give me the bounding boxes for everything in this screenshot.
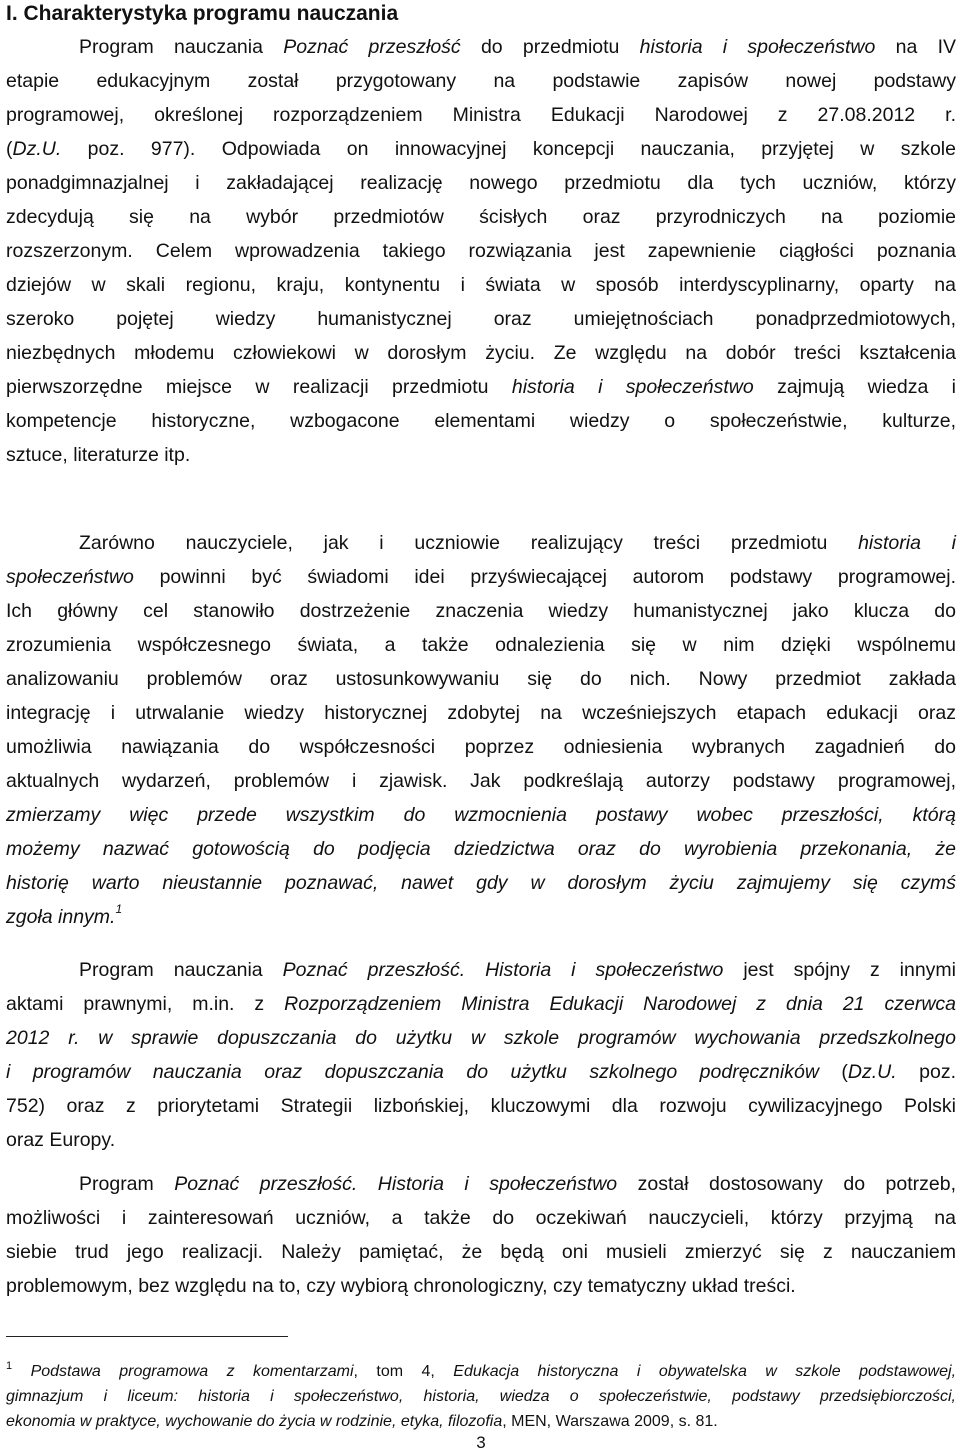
text-run: 752) oraz z priorytetami Strategii lizbońskiej, kluczowymi dla rozwoju cywilizacyjnego Polski xyxy=(6,1095,956,1117)
text-line xyxy=(6,987,956,1021)
text-line xyxy=(6,832,956,866)
italic-text: możemy nazwać gotowością do podjęcia dziedzictwa oraz do wyrobienia przekonania, że xyxy=(6,838,956,860)
italic-text: ekonomia w praktyce, wychowanie do życia w rodzinie, etyka, filozofia xyxy=(6,1413,503,1430)
italic-text: Edukacja historyczna i obywatelska w szkole podstawowej, xyxy=(453,1363,957,1380)
text-run: poz. 977). Odpowiada on innowacyjnej koncepcji nauczania, przyjętej w szkole xyxy=(61,138,956,160)
text-run: zdecydują się na wybór przedmiotów ścisłych oraz przyrodniczych na poziomie xyxy=(6,206,956,228)
italic-text: Dz.U. xyxy=(12,138,62,160)
text-run: analizowaniu problemów oraz ustosunkowywaniu się do nich. Nowy przedmiot zakłada xyxy=(6,668,956,690)
text-run: ponadgimnazjalnej i zakładającej realizację nowego przedmiotu dla tych uczniów, którzy xyxy=(6,172,956,194)
italic-text: zmierzamy więc przede wszystkim do wzmocnienia postawy wobec przeszłości, którą xyxy=(6,804,956,826)
text-line xyxy=(6,302,956,336)
text-run: sztuce, literaturze itp. xyxy=(6,444,191,466)
text-line xyxy=(6,370,956,404)
text-run: problemowym, bez względu na to, czy wybiorą chronologiczny, czy tematyczny układ treści. xyxy=(6,1275,796,1297)
text-run: na IV xyxy=(875,36,956,58)
text-run: do przedmiotu xyxy=(460,36,640,58)
text-run: , MEN, Warszawa 2009, s. 81. xyxy=(502,1413,718,1430)
text-run: Program nauczania xyxy=(79,959,283,981)
italic-text: Dz.U. xyxy=(847,1061,897,1083)
text-run: szeroko pojętej wiedzy humanistycznej oraz umiejętnościach ponadprzedmiotowych, xyxy=(6,308,956,330)
section-heading: I. Charakterystyka programu nauczania xyxy=(6,2,399,25)
text-line xyxy=(6,1201,956,1235)
text-run: został dostosowany do potrzeb, xyxy=(617,1173,956,1195)
text-line xyxy=(6,200,956,234)
text-run: niezbędnych młodemu człowiekowi w dorosłym życiu. Ze względu na dobór treści kształcenia xyxy=(6,342,956,364)
footnote-separator xyxy=(6,1336,288,1337)
text-run: umożliwia nawiązania do współczesności poprzez odniesienia wybranych zagadnień do xyxy=(6,736,956,758)
italic-text: Poznać przeszłość xyxy=(283,36,461,58)
footnote-marker: 1 xyxy=(6,1360,13,1372)
text-line xyxy=(6,132,956,166)
text-line xyxy=(6,900,956,934)
italic-text: gimnazjum i liceum: historia i społeczeństwo, historia, wiedza o społeczeństwie, podstawy przedsiębiorczości, xyxy=(6,1388,956,1405)
text-line xyxy=(6,438,956,472)
text-line xyxy=(6,1167,956,1201)
text-line xyxy=(6,1089,956,1123)
text-line xyxy=(6,1055,956,1089)
text-line xyxy=(6,1021,956,1055)
text-line xyxy=(6,560,956,594)
text-run: Program xyxy=(79,1173,175,1195)
text-run: rozszerzonym. Celem wprowadzenia takiego rozwiązania jest zapewnienie ciągłości poznania xyxy=(6,240,956,262)
text-line xyxy=(6,336,956,370)
italic-text: Podstawa programowa z komentarzami xyxy=(30,1363,354,1380)
text-line xyxy=(6,798,956,832)
text-run: zajmują wiedza i xyxy=(753,376,957,398)
footnote-marker: 1 xyxy=(115,902,123,916)
paragraph-2 xyxy=(6,526,956,934)
paragraph-3 xyxy=(6,953,956,1157)
text-run: , tom 4, xyxy=(353,1363,454,1380)
text-run xyxy=(12,1363,30,1380)
text-line xyxy=(6,628,956,662)
text-line xyxy=(6,1384,956,1409)
italic-text: społeczeństwo xyxy=(6,566,134,588)
text-line xyxy=(6,764,956,798)
text-run: powinni być świadomi idei przyświecającej autorom podstawy programowej. xyxy=(133,566,956,588)
text-line xyxy=(6,268,956,302)
text-run: możliwości i zainteresowań uczniów, a także do oczekiwań nauczycieli, którzy przyjmą na xyxy=(6,1207,956,1229)
italic-text: Poznać przeszłość. Historia i społeczeństwo xyxy=(282,959,724,981)
text-line xyxy=(6,64,956,98)
text-line xyxy=(6,98,956,132)
text-run: aktualnych wydarzeń, problemów i zjawisk. Jak podkreślają autorzy podstawy programowej, xyxy=(6,770,956,792)
text-run: siebie trud jego realizacji. Należy pamiętać, że będą oni musieli zmierzyć się z nauczaniem xyxy=(6,1241,956,1263)
text-run: dziejów w skali regionu, kraju, kontynentu i świata w sposób interdyscyplinarny, oparty na xyxy=(6,274,956,296)
text-run: poz. xyxy=(896,1061,956,1083)
text-line xyxy=(6,30,956,64)
text-line xyxy=(6,730,956,764)
footnote xyxy=(6,1359,956,1434)
text-run: Zarówno nauczyciele, jak i uczniowie realizujący treści przedmiotu xyxy=(79,532,859,554)
text-line xyxy=(6,594,956,628)
italic-text: historia i społeczeństwo xyxy=(639,36,876,58)
italic-text: zgoła innym. xyxy=(6,906,116,928)
text-line xyxy=(6,866,956,900)
text-run: integrację i utrwalanie wiedzy historycznej zdobytej na wcześniejszych etapach edukacji oraz xyxy=(6,702,956,724)
text-line xyxy=(6,166,956,200)
text-run: ( xyxy=(6,138,13,160)
paragraph-4 xyxy=(6,1167,956,1303)
text-run: Ich główny cel stanowiło dostrzeżenie znaczenia wiedzy humanistycznej jako klucza do xyxy=(6,600,956,622)
italic-text: 2012 r. w sprawie dopuszczania do użytku w szkole programów wychowania przedszkolnego xyxy=(6,1027,956,1049)
text-run: etapie edukacyjnym został przygotowany na podstawie zapisów nowej podstawy xyxy=(6,70,956,92)
text-run: ( xyxy=(818,1061,848,1083)
paragraph-1 xyxy=(6,30,956,472)
text-line xyxy=(6,1359,956,1384)
page-number: 3 xyxy=(476,1433,486,1452)
italic-text: Rozporządzeniem Ministra Edukacji Narodowej z dnia 21 czerwca xyxy=(284,993,956,1015)
text-line xyxy=(6,404,956,438)
italic-text: historia i xyxy=(858,532,956,554)
text-line xyxy=(6,696,956,730)
text-run: kompetencje historyczne, wzbogacone elementami wiedzy o społeczeństwie, kulturze, xyxy=(6,410,956,432)
italic-text: i programów nauczania oraz dopuszczania do użytku szkolnego podręczników xyxy=(6,1061,819,1083)
text-line xyxy=(6,1235,956,1269)
text-line xyxy=(6,526,956,560)
text-run: pierwszorzędne miejsce w realizacji przedmiotu xyxy=(6,376,512,398)
italic-text: historia i społeczeństwo xyxy=(511,376,754,398)
text-line xyxy=(6,1409,956,1434)
text-run: jest spójny z innymi xyxy=(723,959,957,981)
text-run: Program nauczania xyxy=(79,36,284,58)
text-line xyxy=(6,953,956,987)
text-run: zrozumienia współczesnego świata, a także odnalezienia się w nim dzięki wspólnemu xyxy=(6,634,956,656)
text-run: programowej, określonej rozporządzeniem Ministra Edukacji Narodowej z 27.08.2012 r. xyxy=(6,104,956,126)
italic-text: historię warto nieustannie poznawać, nawet gdy w dorosłym życiu zajmujemy się czymś xyxy=(6,872,956,894)
text-line xyxy=(6,1269,956,1303)
text-run: aktami prawnymi, m.in. z xyxy=(6,993,285,1015)
text-line xyxy=(6,1123,956,1157)
italic-text: Poznać przeszłość. Historia i społeczeństwo xyxy=(174,1173,618,1195)
text-line xyxy=(6,662,956,696)
text-run: oraz Europy. xyxy=(6,1129,116,1151)
text-line xyxy=(6,234,956,268)
